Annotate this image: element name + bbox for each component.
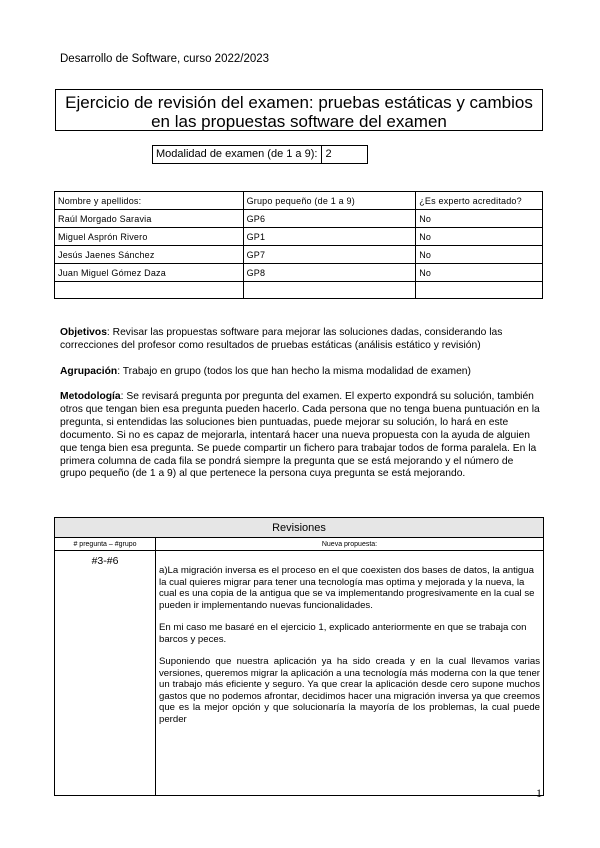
table-row	[55, 210, 543, 228]
revisiones-title: Revisiones	[55, 518, 544, 538]
revisiones-table	[54, 517, 544, 796]
table-row	[55, 246, 543, 264]
revision-id: #3-#6	[55, 551, 156, 796]
member-name: Miguel Asprón Rivero	[55, 228, 244, 246]
member-name: Juan Miguel Gómez Daza	[55, 264, 244, 282]
member-expert: No	[416, 228, 543, 246]
revision-paragraph: a)La migración inversa es el proceso en el que coexisten dos bases de datos, la antigua la cual quieres migrar para tener una tecnología mas optima y mejorada y la nueva, la cual es una copia de la antigua que se va implementando progresivamente en la cual se pueden ir implementando nuevas funcionalidades.	[159, 565, 535, 611]
agrupacion-paragraph	[60, 366, 540, 379]
title-line-1: Ejercicio de revisión del examen: pruebas estáticas y cambios	[65, 93, 533, 112]
revision-row	[55, 551, 544, 796]
course-header: Desarrollo de Software, curso 2022/2023	[60, 53, 270, 65]
col-pregunta-header: # pregunta – #grupo	[55, 538, 156, 551]
member-group: GP6	[243, 210, 416, 228]
empty-cell	[416, 282, 543, 299]
metodologia-text: : Se revisará pregunta por pregunta del examen. El experto expondrá su solución, también otros que tengan bien esa pregunta pueden hacerlo. Cada persona que no tenga buena puntuación en la pregunta, si entendidas las soluciones bien puntuadas, puede mejorar su solución, lo hará en este documento. Si no es capaz de mejorarla, intentará hacer una nueva propuesta con la ayuda de alguien que tenga bien esa pregunta. Se puede compartir un fichero para trabajar todos de forma paralela. En la primera columna de cada fila se pondrá siempre la pregunta que se está mejorando y el número de grupo pequeño (de 1 a 9) al que pertenece la persona cuya pregunta se está mejorando.	[60, 391, 540, 480]
agrupacion-label: Agrupación	[60, 366, 118, 377]
col-propuesta-header: Nueva propuesta:	[156, 538, 544, 551]
member-expert: No	[416, 210, 543, 228]
header-grupo: Grupo pequeño (de 1 a 9)	[243, 192, 416, 210]
title-line-2: en las propuestas software del examen	[151, 112, 447, 131]
members-header-row	[55, 192, 543, 210]
document-title	[55, 89, 543, 131]
objetivos-text: : Revisar las propuestas software para mejorar las soluciones dadas, considerando las correcciones del profesor como resultados de pruebas estáticas (análisis estático y revisión)	[60, 327, 503, 351]
table-row	[55, 264, 543, 282]
modalidad-value: 2	[325, 148, 332, 160]
member-group: GP8	[243, 264, 416, 282]
table-row	[55, 228, 543, 246]
metodologia-label: Metodología	[60, 391, 121, 402]
member-group: GP7	[243, 246, 416, 264]
empty-cell	[55, 282, 244, 299]
modalidad-label: Modalidad de examen (de 1 a 9):	[153, 146, 322, 163]
metodologia-paragraph	[60, 391, 540, 481]
revision-content	[156, 551, 544, 796]
header-nombre: Nombre y apellidos:	[55, 192, 244, 210]
member-group: GP1	[243, 228, 416, 246]
objetivos-paragraph	[60, 327, 540, 353]
page-number: 1	[536, 786, 542, 800]
members-table	[54, 191, 543, 299]
revision-paragraph: Suponiendo que nuestra aplicación ya ha sido creada y en la cual llevamos varias versiones, queremos migrar la aplicación a una tecnología más moderna con la que tener un trabajo más eficiente y seguro. Ya que crear la aplicación desde cero supone muchos gastos que no podemos afrontar, decidimos hacer una migración inversa ya que creemos que es la mejor opción y que solucionaría la mayoría de los problemas, la cual puede perder	[159, 656, 540, 725]
table-row-empty	[55, 282, 543, 299]
member-expert: No	[416, 264, 543, 282]
header-experto: ¿Es experto acreditado?	[416, 192, 543, 210]
empty-cell	[243, 282, 416, 299]
member-expert: No	[416, 246, 543, 264]
member-name: Jesús Jaenes Sánchez	[55, 246, 244, 264]
revision-paragraph: En mi caso me basaré en el ejercicio 1, explicado anteriormente en que se trabaja con barcos y peces.	[159, 622, 527, 645]
member-name: Raúl Morgado Saravia	[55, 210, 244, 228]
modalidad-box	[152, 145, 368, 164]
agrupacion-text: : Trabajo en grupo (todos los que han hecho la misma modalidad de examen)	[117, 366, 471, 377]
objetivos-label: Objetivos	[60, 327, 107, 338]
